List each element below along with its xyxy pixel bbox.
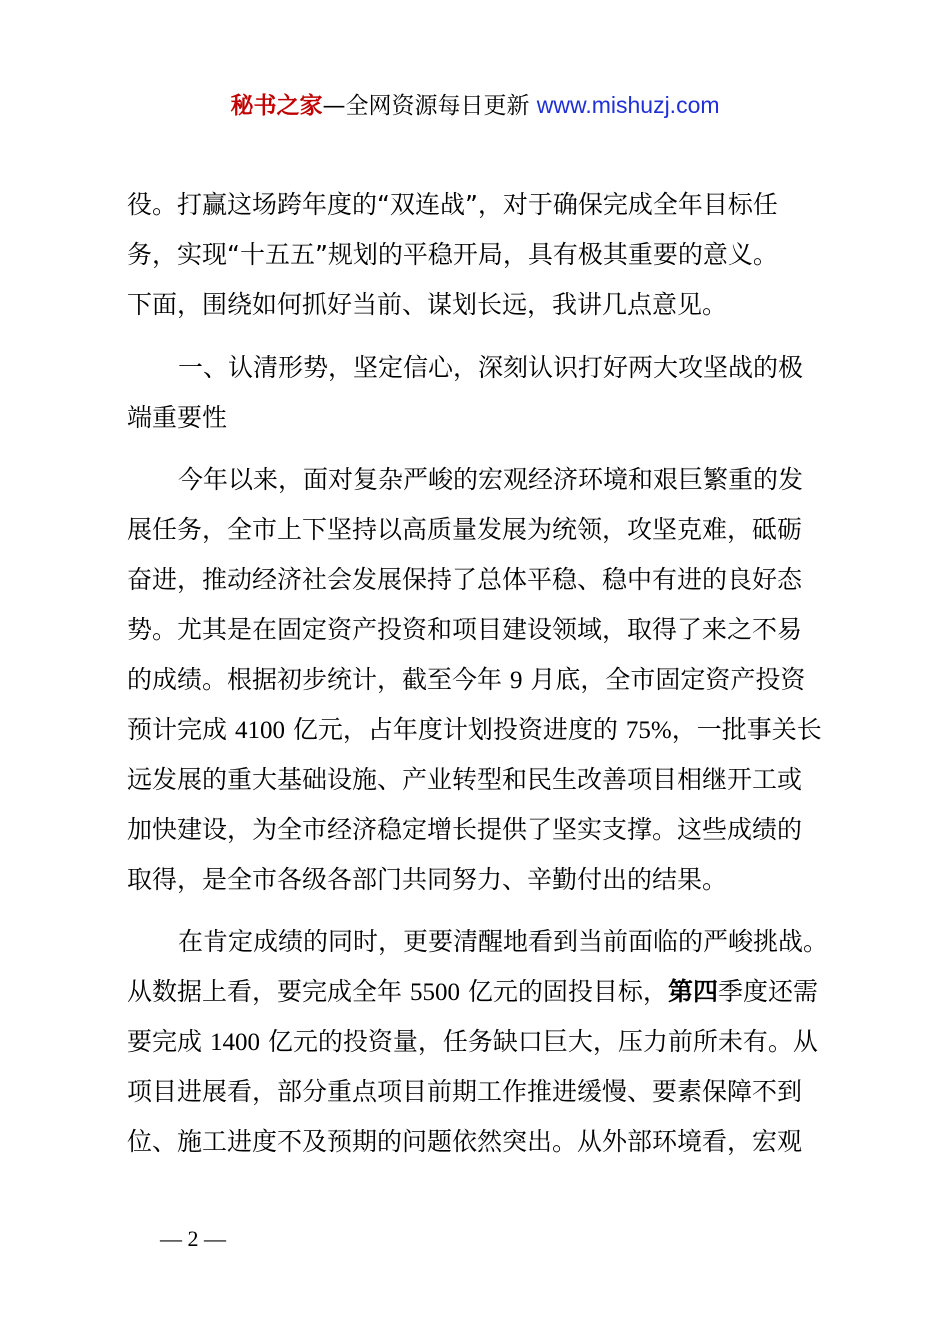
text-segment: 从数据上看，要完成全年 bbox=[127, 977, 403, 1006]
text-line: 下面，围绕如何抓好当前、谋划长远，我讲几点意见。 bbox=[127, 290, 728, 319]
text-line: 奋进，推动经济社会发展保持了总体平稳、稳中有进的良好态 bbox=[127, 565, 803, 594]
text-line: 位、施工进度不及预期的问题依然突出。从外部环境看，宏观 bbox=[127, 1127, 803, 1156]
text-line: 势。尤其是在固定资产投资和项目建设领域，取得了来之不易 bbox=[127, 615, 803, 644]
number-investment: 4100 bbox=[234, 717, 285, 744]
site-slogan: —全网资源每日更新 bbox=[322, 93, 537, 119]
number-target: 5500 bbox=[409, 979, 460, 1006]
text-line bbox=[127, 705, 847, 755]
number-percent: 75% bbox=[625, 717, 672, 744]
text-segment: 季度还需 bbox=[717, 977, 818, 1006]
text-line bbox=[127, 967, 847, 1017]
paragraph-continuation bbox=[127, 180, 847, 330]
text-line: 务，实现“十五五”规划的平稳开局，具有极其重要的意义。 bbox=[127, 240, 778, 269]
text-segment: 月底，全市固定资产投资 bbox=[530, 665, 806, 694]
site-url-link[interactable]: www.mishuzj.com bbox=[536, 92, 720, 118]
text-line: 远发展的重大基础设施、产业转型和民生改善项目相继开工或 bbox=[127, 765, 803, 794]
bold-text: 第四 bbox=[667, 977, 718, 1006]
heading-line: 端重要性 bbox=[127, 403, 228, 432]
page-number: — 2 — bbox=[160, 1226, 226, 1251]
number-gap: 1400 bbox=[209, 1029, 260, 1056]
text-line: 今年以来，面对复杂严峻的宏观经济环境和艰巨繁重的发 bbox=[178, 465, 804, 494]
site-header bbox=[0, 88, 950, 123]
text-line: 在肯定成绩的同时，更要清醒地看到当前面临的严峻挑战。 bbox=[178, 927, 829, 956]
heading-line: 一、认清形势，坚定信心，深刻认识打好两大攻坚战的极 bbox=[178, 353, 804, 382]
paragraph-achievements bbox=[127, 455, 847, 905]
text-line: 取得，是全市各级各部门共同努力、辛勤付出的结果。 bbox=[127, 865, 728, 894]
text-line: 加快建设，为全市经济稳定增长提供了坚实支撑。这些成绩的 bbox=[127, 815, 803, 844]
paragraph-challenges bbox=[127, 917, 847, 1167]
text-segment: 要完成 bbox=[127, 1027, 203, 1056]
text-line bbox=[127, 1017, 847, 1067]
text-line: 役。打赢这场跨年度的“双连战”，对于确保完成全年目标任 bbox=[127, 190, 778, 219]
site-brand: 秘书之家 bbox=[230, 93, 323, 119]
text-line: 展任务，全市上下坚持以高质量发展为统领，攻坚克难，砥砺 bbox=[127, 515, 803, 544]
text-line: 项目进展看，部分重点项目前期工作推进缓慢、要素保障不到 bbox=[127, 1077, 803, 1106]
text-segment: ，一批事关长 bbox=[671, 715, 822, 744]
text-segment: 预计完成 bbox=[127, 715, 228, 744]
section-heading bbox=[127, 343, 847, 443]
number-month: 9 bbox=[509, 667, 523, 694]
text-segment: 的成绩。根据初步统计，截至今年 bbox=[127, 665, 503, 694]
text-segment: 亿元，占年度计划投资进度的 bbox=[292, 715, 618, 744]
text-segment: 亿元的投资量，任务缺口巨大，压力前所未有。从 bbox=[267, 1027, 818, 1056]
text-segment: 亿元的固投目标， bbox=[467, 977, 668, 1006]
text-line bbox=[127, 655, 847, 705]
